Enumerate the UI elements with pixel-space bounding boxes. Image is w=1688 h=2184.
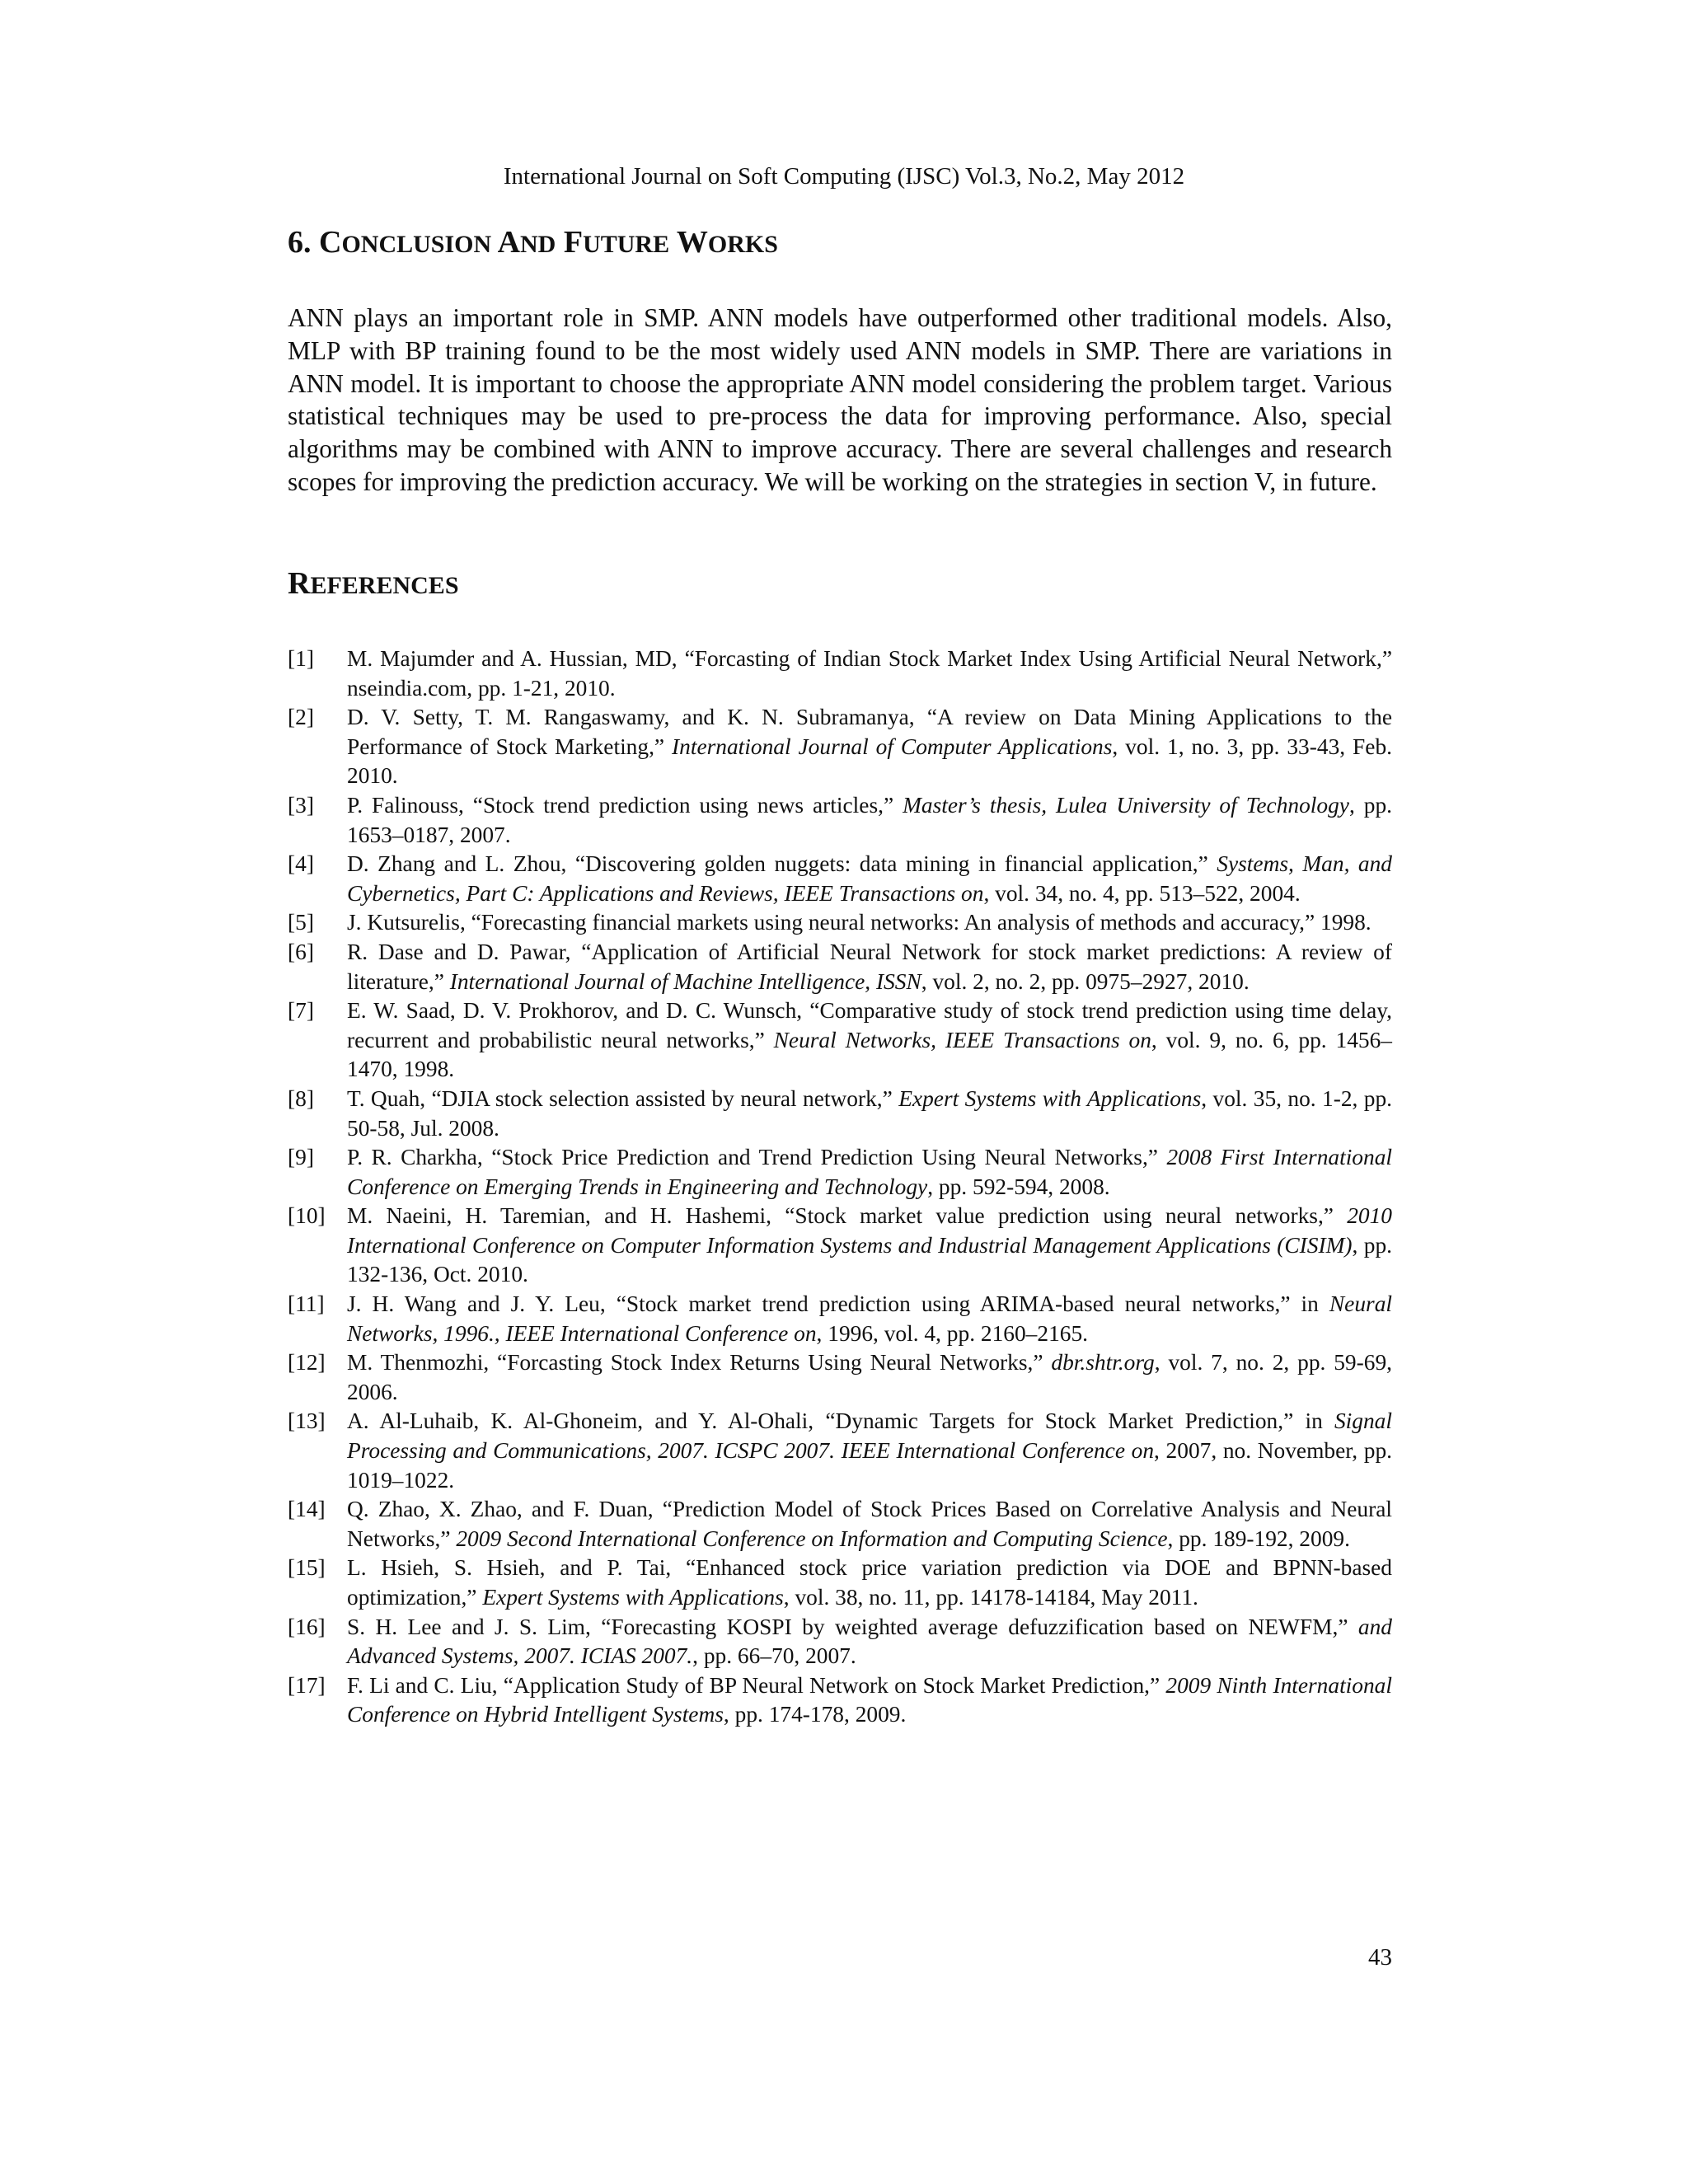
reference-venue: 2008 First International Conference on Emerging Trends in Engineering and Technology xyxy=(347,1145,1393,1199)
reference-body: J. H. Wang and J. Y. Leu, “Stock market trend prediction using ARIMA-based neural networks,” in xyxy=(347,1291,1329,1317)
reference-text xyxy=(347,703,1392,791)
reference-body: A. Al-Luhaib, K. Al-Ghoneim, and Y. Al-Ohali, “Dynamic Targets for Stock Market Prediction,” in xyxy=(347,1408,1334,1434)
conclusion-heading: 6. CONCLUSION AND FUTURE WORKS xyxy=(288,225,778,260)
reference-details: , vol. 35, no. 1-2, pp. 50-58, Jul. 2008. xyxy=(347,1085,1392,1141)
reference-details: , 1996, vol. 4, pp. 2160–2165. xyxy=(816,1320,1088,1346)
reference-number: [15] xyxy=(288,1555,326,1581)
reference-details: , vol. 34, no. 4, pp. 513–522, 2004. xyxy=(983,880,1301,906)
reference-body: J. Kutsurelis, “Forecasting financial markets using neural networks: An analysis of methods and accuracy,” 1998. xyxy=(347,910,1372,935)
reference-venue: 2009 Second International Conference on Information and Computing Science xyxy=(456,1526,1168,1551)
reference-number: [6] xyxy=(288,939,314,964)
reference-details: , vol. 38, no. 11, pp. 14178-14184, May 2011. xyxy=(783,1585,1198,1610)
reference-body: P. Falinouss, “Stock trend prediction using news articles,” xyxy=(347,792,903,818)
reference-item xyxy=(288,1407,1392,1495)
reference-details: , 2007, no. November, pp. 1019–1022. xyxy=(347,1438,1392,1493)
reference-item xyxy=(288,1495,1392,1554)
reference-number: [4] xyxy=(288,851,314,877)
reference-item xyxy=(288,938,1392,996)
reference-body: R. Dase and D. Pawar, “Application of Artificial Neural Network for stock market predictions: A review of literature,” xyxy=(347,939,1392,994)
reference-text xyxy=(347,1348,1392,1407)
reference-item xyxy=(288,1554,1392,1612)
reference-body: Q. Zhao, X. Zhao, and F. Duan, “Prediction Model of Stock Prices Based on Correlative Analysis and Neural Networks,” xyxy=(347,1497,1392,1551)
reference-text xyxy=(347,1554,1392,1612)
reference-number: [17] xyxy=(288,1672,326,1698)
reference-number: [9] xyxy=(288,1145,314,1170)
reference-number: [16] xyxy=(288,1614,326,1639)
reference-item xyxy=(288,1671,1392,1730)
reference-body: E. W. Saad, D. V. Prokhorov, and D. C. Wunsch, “Comparative study of stock trend prediction using time delay, recurrent and probabilistic neural networks,” xyxy=(347,998,1392,1052)
conclusion-paragraph: ANN plays an important role in SMP. ANN models have outperformed other traditional models. Also, MLP with BP training found to be the most widely used ANN models in SMP. There are variations in ANN model. It is important to choose the appropriate ANN model considering the problem target. Various statistical techniques may be used to pre-process the data for improving performance. Also, special algorithms may be combined with ANN to improve accuracy. There are several challenges and research scopes for improving the prediction accuracy. We will be working on the strategies in section V, in future. xyxy=(288,303,1392,496)
reference-list xyxy=(288,644,1392,1730)
reference-item xyxy=(288,996,1392,1085)
reference-venue: Master’s thesis, Lulea University of Technology xyxy=(903,792,1349,818)
reference-text xyxy=(347,1671,1392,1730)
reference-body: T. Quah, “DJIA stock selection assisted by neural network,” xyxy=(347,1085,899,1111)
reference-number: [13] xyxy=(288,1408,326,1434)
reference-item xyxy=(288,850,1392,908)
reference-venue: 2009 Ninth International Conference on Hybrid Intelligent Systems xyxy=(347,1672,1392,1727)
reference-venue: Expert Systems with Applications xyxy=(482,1585,784,1610)
reference-number: [2] xyxy=(288,705,314,730)
page-number: 43 xyxy=(1368,1944,1392,1971)
reference-details: , pp. 174-178, 2009. xyxy=(723,1702,907,1727)
reference-body: M. Majumder and A. Hussian, MD, “Forcasting of Indian Stock Market Index Using Artificial Neural Network,” nseindia.com, pp. 1-21, 2010. xyxy=(347,646,1392,701)
reference-venue: Expert Systems with Applications xyxy=(898,1085,1202,1111)
reference-text xyxy=(347,1290,1392,1348)
reference-body: F. Li and C. Liu, “Application Study of BP Neural Network on Stock Market Prediction,” xyxy=(347,1672,1166,1698)
reference-item xyxy=(288,1613,1392,1671)
reference-text xyxy=(347,996,1392,1085)
reference-item xyxy=(288,644,1392,703)
reference-venue: 2010 International Conference on Computer Information Systems and Industrial Management Applications (CISIM) xyxy=(347,1203,1392,1258)
reference-venue: Neural Networks, 1996., IEEE International Conference on xyxy=(347,1291,1392,1346)
reference-venue: Neural Networks, IEEE Transactions on xyxy=(773,1027,1151,1052)
references-heading: REFERENCES xyxy=(288,566,459,601)
reference-body: L. Hsieh, S. Hsieh, and P. Tai, “Enhanced stock price variation prediction via DOE and BPNN-based optimization,” xyxy=(347,1555,1392,1610)
reference-number: [10] xyxy=(288,1203,326,1229)
reference-details: , pp. 66–70, 2007. xyxy=(692,1643,856,1669)
reference-details: , pp. 189-192, 2009. xyxy=(1167,1526,1350,1551)
reference-text xyxy=(347,1202,1392,1290)
reference-details: , vol. 1, no. 3, pp. 33-43, Feb. 2010. xyxy=(347,733,1392,789)
reference-venue: Signal Processing and Communications, 2007. ICSPC 2007. IEEE International Conference on xyxy=(347,1408,1392,1464)
reference-item xyxy=(288,1085,1392,1143)
reference-number: [14] xyxy=(288,1497,326,1522)
reference-item xyxy=(288,703,1392,791)
reference-item xyxy=(288,1202,1392,1290)
reference-venue: and Advanced Systems, 2007. ICIAS 2007. xyxy=(347,1614,1392,1669)
reference-text xyxy=(347,1495,1392,1554)
reference-number: [7] xyxy=(288,998,314,1024)
reference-text xyxy=(347,1143,1392,1202)
reference-body: M. Naeini, H. Taremian, and H. Hashemi, “Stock market value prediction using neural networks,” xyxy=(347,1203,1348,1229)
reference-item xyxy=(288,908,1392,938)
reference-item xyxy=(288,1348,1392,1407)
reference-details: , vol. 2, no. 2, pp. 0975–2927, 2010. xyxy=(921,968,1250,994)
reference-text xyxy=(347,850,1392,908)
reference-venue: International Journal of Machine Intelligence, ISSN xyxy=(449,968,921,994)
reference-number: [11] xyxy=(288,1291,325,1317)
reference-details: , vol. 9, no. 6, pp. 1456–1470, 1998. xyxy=(347,1027,1392,1082)
reference-number: [1] xyxy=(288,646,314,671)
reference-text xyxy=(347,938,1392,996)
reference-number: [8] xyxy=(288,1085,314,1111)
reference-text xyxy=(347,908,1392,938)
reference-number: [12] xyxy=(288,1350,326,1376)
reference-text xyxy=(347,1085,1392,1143)
reference-item xyxy=(288,791,1392,850)
reference-item xyxy=(288,1290,1392,1348)
reference-details: , pp. 132-136, Oct. 2010. xyxy=(347,1232,1392,1287)
reference-venue: Systems, Man, and Cybernetics, Part C: Applications and Reviews, IEEE Transactions on xyxy=(347,851,1392,906)
reference-number: [3] xyxy=(288,792,314,818)
reference-venue: International Journal of Computer Applications xyxy=(672,733,1113,759)
reference-body: S. H. Lee and J. S. Lim, “Forecasting KOSPI by weighted average defuzzification based on NEWFM,” xyxy=(347,1614,1358,1639)
reference-item xyxy=(288,1143,1392,1202)
reference-text xyxy=(347,644,1392,703)
running-header: International Journal on Soft Computing (IJSC) Vol.3, No.2, May 2012 xyxy=(503,163,1185,190)
reference-details: , pp. 592-594, 2008. xyxy=(927,1174,1110,1199)
reference-body: P. R. Charkha, “Stock Price Prediction and Trend Prediction Using Neural Networks,” xyxy=(347,1145,1167,1170)
reference-body: D. V. Setty, T. M. Rangaswamy, and K. N. Subramanya, “A review on Data Mining Applications to the Performance of Stock Marketing,” xyxy=(347,705,1392,759)
reference-details: , pp. 1653–0187, 2007. xyxy=(347,792,1392,847)
reference-number: [5] xyxy=(288,910,314,935)
reference-body: D. Zhang and L. Zhou, “Discovering golden nuggets: data mining in financial application,” xyxy=(347,851,1217,877)
reference-details: , vol. 7, no. 2, pp. 59-69, 2006. xyxy=(347,1350,1392,1404)
reference-text xyxy=(347,791,1392,850)
reference-body: M. Thenmozhi, “Forcasting Stock Index Returns Using Neural Networks,” xyxy=(347,1350,1052,1376)
reference-text xyxy=(347,1613,1392,1671)
reference-text xyxy=(347,1407,1392,1495)
reference-venue: dbr.shtr.org xyxy=(1051,1350,1155,1376)
